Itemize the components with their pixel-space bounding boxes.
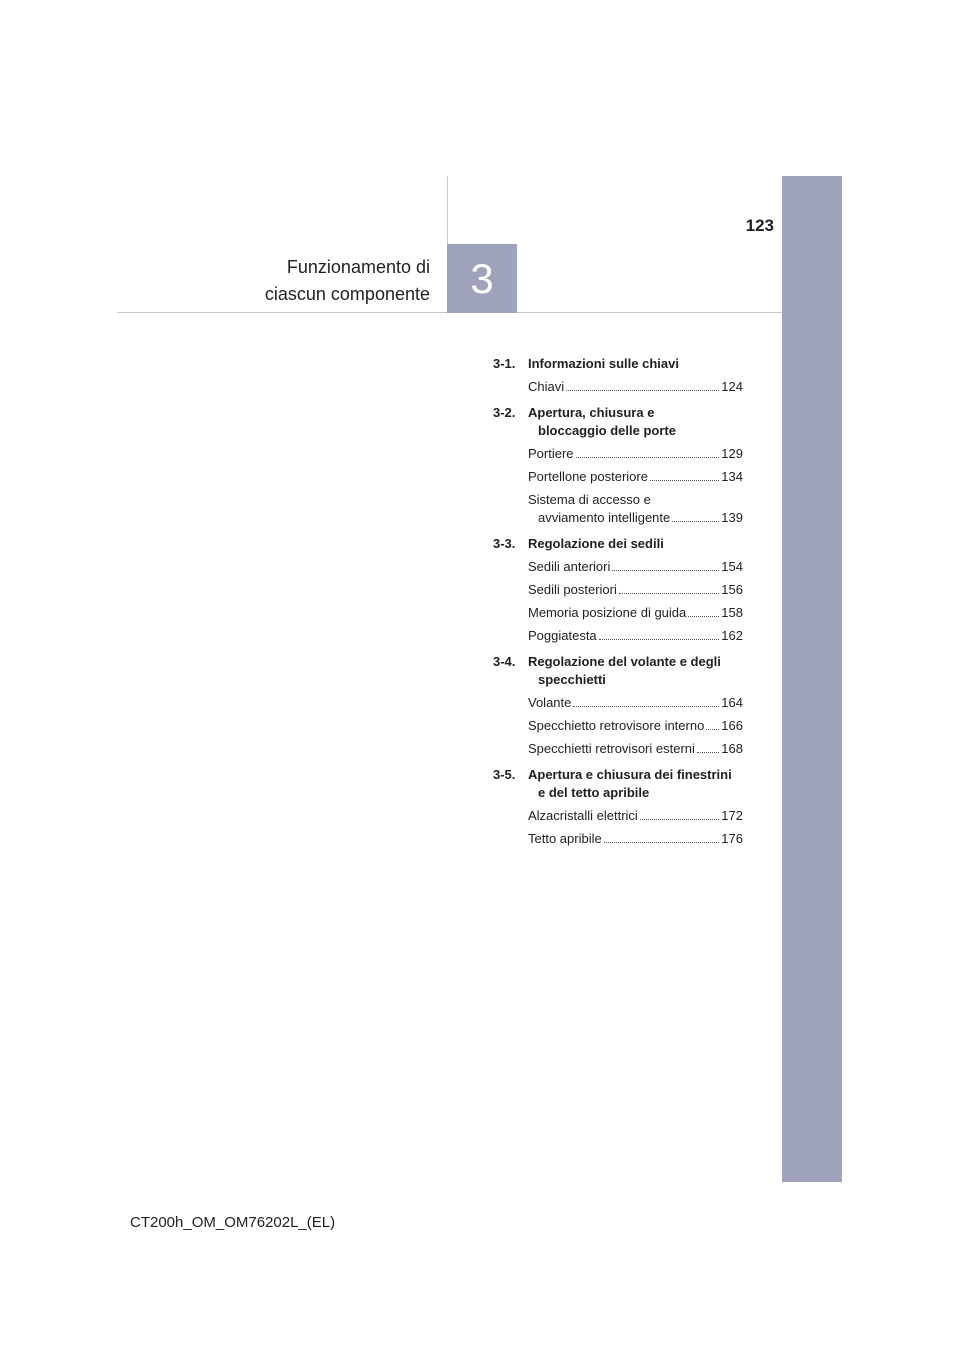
toc-entry-page: 176 bbox=[721, 831, 743, 846]
dot-leader bbox=[640, 818, 719, 820]
dot-leader bbox=[612, 569, 719, 571]
dot-leader bbox=[706, 728, 719, 730]
dot-leader bbox=[650, 479, 719, 481]
chapter-number-box: 3 bbox=[447, 244, 517, 313]
dot-leader bbox=[576, 456, 720, 458]
section-heading[interactable] bbox=[493, 535, 743, 553]
section-number: 3-4. bbox=[493, 654, 516, 669]
section-title-line: Apertura e chiusura dei finestrini bbox=[528, 767, 732, 782]
toc-section bbox=[493, 355, 743, 396]
toc-entry[interactable] bbox=[528, 694, 743, 712]
toc-entry[interactable] bbox=[528, 627, 743, 645]
toc-entry-page: 168 bbox=[721, 741, 743, 756]
section-title bbox=[528, 653, 743, 689]
page-number: 123 bbox=[745, 216, 774, 235]
toc-entry-page: 134 bbox=[721, 469, 743, 484]
section-heading[interactable] bbox=[493, 355, 743, 373]
toc-entry-text: Specchietti retrovisori esterni bbox=[528, 741, 695, 756]
toc-entry-text: Portellone posteriore bbox=[528, 469, 648, 484]
toc-entry-text: Volante bbox=[528, 695, 572, 710]
toc-entry-text: avviamento intelligente bbox=[538, 510, 671, 525]
toc-entry[interactable] bbox=[528, 740, 743, 758]
chapter-title-line1: Funzionamento di bbox=[286, 257, 430, 277]
toc-entry-text: Sedili anteriori bbox=[528, 559, 611, 574]
toc-section bbox=[493, 766, 743, 848]
dot-leader bbox=[599, 638, 720, 640]
dot-leader bbox=[604, 841, 720, 843]
section-title-line: Informazioni sulle chiavi bbox=[528, 356, 679, 371]
toc-entry-page: 158 bbox=[721, 605, 743, 620]
section-number: 3-1. bbox=[493, 356, 516, 371]
table-of-contents bbox=[493, 355, 743, 856]
toc-entry-text: Chiavi bbox=[528, 379, 565, 394]
toc-entry-page: 139 bbox=[721, 510, 743, 525]
toc-section bbox=[493, 404, 743, 527]
chapter-title bbox=[180, 254, 430, 308]
toc-entry-text: Sistema di accesso e bbox=[528, 492, 651, 507]
section-title-line: Regolazione dei sedili bbox=[528, 536, 664, 551]
section-heading[interactable] bbox=[493, 404, 743, 440]
toc-entry[interactable] bbox=[528, 717, 743, 735]
chapter-side-tab bbox=[782, 176, 842, 1182]
toc-section bbox=[493, 653, 743, 758]
section-title bbox=[528, 766, 743, 802]
toc-entry-page: 162 bbox=[721, 628, 743, 643]
dot-leader bbox=[697, 751, 719, 753]
dot-leader bbox=[573, 705, 719, 707]
toc-section bbox=[493, 535, 743, 645]
toc-entry-page: 154 bbox=[721, 559, 743, 574]
section-title-line: specchietti bbox=[538, 672, 606, 687]
section-title-line: e del tetto apribile bbox=[538, 785, 650, 800]
toc-entry-page: 166 bbox=[721, 718, 743, 733]
toc-entry-text: Alzacristalli elettrici bbox=[528, 808, 638, 823]
section-title-line: bloccaggio delle porte bbox=[538, 423, 676, 438]
dot-leader bbox=[672, 520, 719, 522]
toc-entry-page: 124 bbox=[721, 379, 743, 394]
section-title bbox=[528, 355, 743, 373]
toc-entry-page: 164 bbox=[721, 695, 743, 710]
dot-leader bbox=[619, 592, 719, 594]
toc-entry-text: Sedili posteriori bbox=[528, 582, 617, 597]
document-code: CT200h_OM_OM76202L_(EL) bbox=[130, 1214, 336, 1231]
toc-entry-text: Portiere bbox=[528, 446, 574, 461]
section-title-line: Apertura, chiusura e bbox=[528, 405, 655, 420]
section-title bbox=[528, 535, 743, 553]
toc-entry[interactable] bbox=[528, 558, 743, 576]
section-title bbox=[528, 404, 743, 440]
toc-entry-text: Tetto apribile bbox=[528, 831, 602, 846]
chapter-title-line2: ciascun componente bbox=[264, 284, 430, 304]
toc-entry[interactable] bbox=[528, 830, 743, 848]
section-number: 3-3. bbox=[493, 536, 516, 551]
toc-entry[interactable] bbox=[528, 445, 743, 463]
toc-entry[interactable] bbox=[528, 604, 743, 622]
toc-entry-page: 156 bbox=[721, 582, 743, 597]
section-heading[interactable] bbox=[493, 766, 743, 802]
dot-leader bbox=[688, 615, 719, 617]
section-number: 3-2. bbox=[493, 405, 516, 420]
toc-entry-text: Memoria posizione di guida bbox=[528, 605, 687, 620]
toc-entry-text: Poggiatesta bbox=[528, 628, 597, 643]
toc-entry[interactable] bbox=[528, 581, 743, 599]
toc-entry-page: 129 bbox=[721, 446, 743, 461]
toc-entry[interactable] bbox=[528, 468, 743, 486]
toc-entry[interactable] bbox=[528, 491, 743, 527]
toc-entry-page: 172 bbox=[721, 808, 743, 823]
toc-entry-text: Specchietto retrovisore interno bbox=[528, 718, 705, 733]
section-title-line: Regolazione del volante e degli bbox=[528, 654, 721, 669]
toc-entry[interactable] bbox=[528, 378, 743, 396]
section-heading[interactable] bbox=[493, 653, 743, 689]
section-number: 3-5. bbox=[493, 767, 516, 782]
dot-leader bbox=[566, 389, 719, 391]
toc-entry[interactable] bbox=[528, 807, 743, 825]
